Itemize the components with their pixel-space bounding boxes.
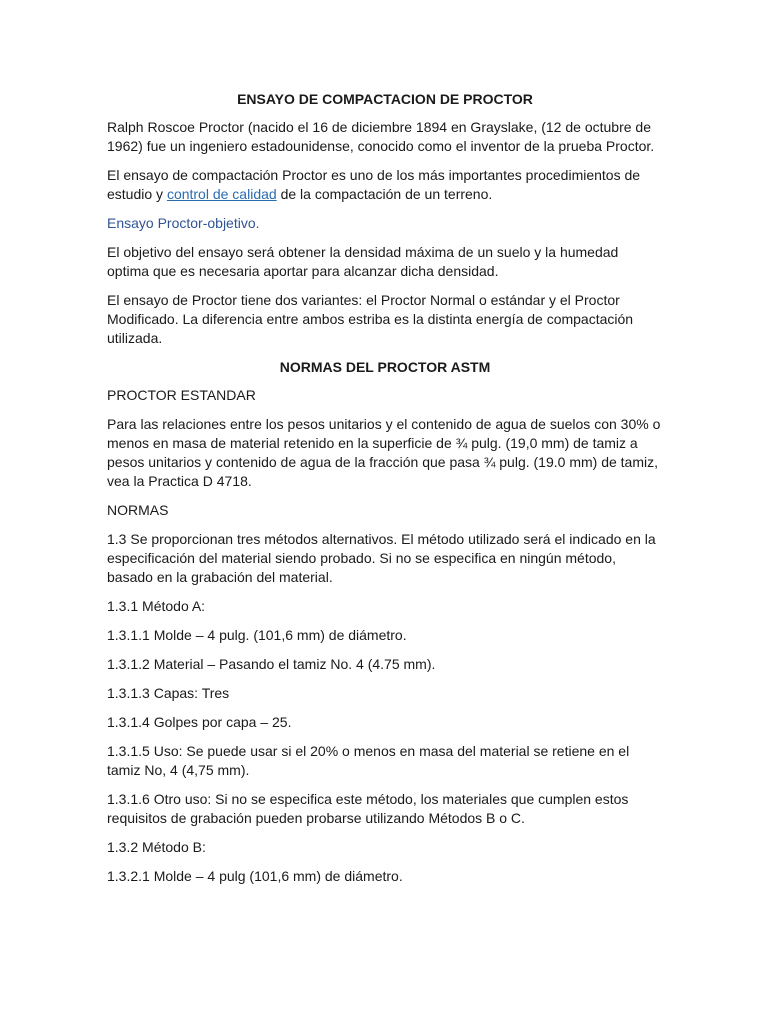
paragraph-objetivo: El objetivo del ensayo será obtener la densidad máxima de un suelo y la humedad optima que es necesaria aportar para alcanzar dicha densidad. bbox=[107, 244, 619, 279]
item-metodo-b-molde: 1.3.2.1 Molde – 4 pulg (101,6 mm) de diámetro. bbox=[107, 868, 403, 884]
paragraph-proctor-bio: Ralph Roscoe Proctor (nacido el 16 de diciembre 1894 en Grayslake, (12 de octubre de 1962) fue un ingeniero estadounidense, conocido como el inventor de la prueba Proctor. bbox=[107, 119, 655, 154]
control-de-calidad-link[interactable]: control de calidad bbox=[166, 186, 277, 202]
document-page bbox=[107, 90, 663, 896]
paragraph-metodos-alternativos: 1.3 Se proporcionan tres métodos alternativos. El método utilizado será el indicado en la especificación del material siendo probado. Si no se especifica en ningún método, basado en la grabación del material. bbox=[107, 531, 656, 585]
paragraph-ensayo-intro-text-start: El ensayo de compactación Proctor es uno de los más importantes procedimientos de estudio y bbox=[107, 167, 641, 202]
paragraph-ensayo-intro-text-end: de la compactación de un terreno. bbox=[276, 186, 493, 202]
paragraph-ensayo-intro bbox=[107, 166, 663, 204]
item-metodo-a: 1.3.1 Método A: bbox=[107, 598, 206, 614]
item-metodo-b: 1.3.2 Método B: bbox=[107, 839, 206, 855]
paragraph-relaciones: Para las relaciones entre los pesos unitarios y el contenido de agua de suelos con 30% o menos en masa de material retenido en la superficie de ¾ pulg. (19,0 mm) de tamiz a pesos unitarios y contenido de agua de la fracción que pasa ¾ pulg. (19.0 mm) de tamiz, vea la Practica D 4718. bbox=[107, 416, 661, 489]
label-normas: NORMAS bbox=[107, 502, 169, 518]
item-metodo-a-material: 1.3.1.2 Material – Pasando el tamiz No. 4 (4.75 mm). bbox=[107, 656, 436, 672]
document-title: ENSAYO DE COMPACTACION DE PROCTOR bbox=[237, 91, 533, 107]
item-metodo-a-uso: 1.3.1.5 Uso: Se puede usar si el 20% o menos en masa del material se retiene en el tamiz No, 4 (4,75 mm). bbox=[107, 743, 630, 778]
item-metodo-a-molde: 1.3.1.1 Molde – 4 pulg. (101,6 mm) de diámetro. bbox=[107, 627, 407, 643]
item-metodo-a-golpes: 1.3.1.4 Golpes por capa – 25. bbox=[107, 714, 292, 730]
paragraph-variantes: El ensayo de Proctor tiene dos variantes: el Proctor Normal o estándar y el Proctor Modificado. La diferencia entre ambos estriba es la distinta energía de compactación utilizada. bbox=[107, 292, 634, 346]
item-metodo-a-otro-uso: 1.3.1.6 Otro uso: Si no se especifica este método, los materiales que cumplen estos requisitos de grabación pueden probarse utilizando Métodos B o C. bbox=[107, 791, 629, 826]
label-proctor-estandar: PROCTOR ESTANDAR bbox=[107, 387, 256, 403]
item-metodo-a-capas: 1.3.1.3 Capas: Tres bbox=[107, 685, 230, 701]
heading-normas-astm: NORMAS DEL PROCTOR ASTM bbox=[279, 359, 491, 375]
subtitle-ensayo-objetivo: Ensayo Proctor-objetivo. bbox=[107, 215, 260, 231]
